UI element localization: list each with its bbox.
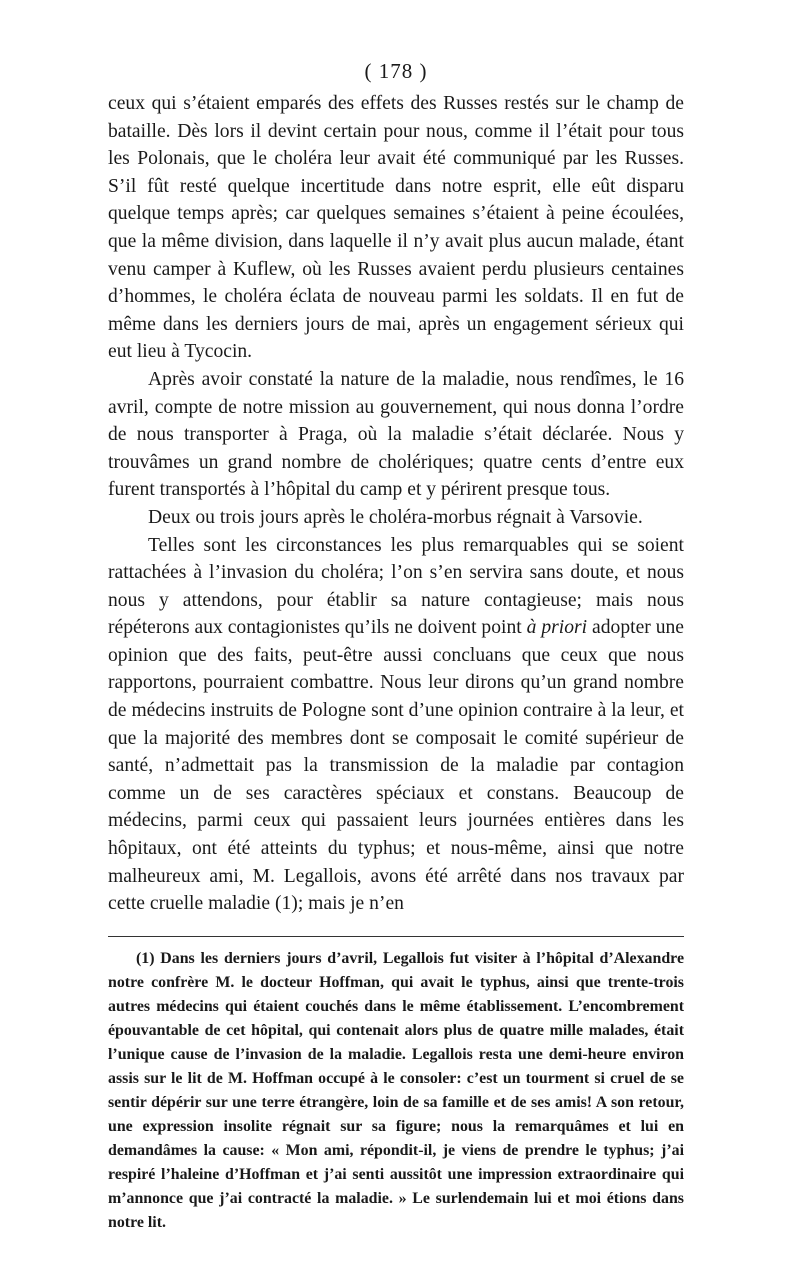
paragraph-circumstances <box>108 532 684 918</box>
footnote-divider <box>108 936 684 937</box>
page-number: ( 178 ) <box>364 59 428 83</box>
italic-a-priori: à priori <box>526 617 588 639</box>
paragraph-mission-report: Après avoir constaté la nature de la maladie, nous rendîmes, le 16 avril, compte de notre mission au gouvernement, qui nous donna l’ordre de nous transporter à Praga, où la maladie s’était déclarée. Nous y trouvâmes un grand nombre de cholériques; quatre cents d’entre eux furent transportés à l’hôpital du camp et y périrent presque tous. <box>108 368 684 501</box>
footnote <box>108 947 684 1235</box>
paragraph-circumstances-end: adopter une opinion que des faits, peut-être aussi concluans que ceux que nous rapportons, pourraient combattre. Nous leur dirons qu’un grand nombre de médecins instruits de Pologne sont d’une opinion contraire à la leur, et que la majorité des membres dont se composait le comité supérieur de santé, n’admettait pas la transmission de la maladie par contagion comme un de ses caractères spéciaux et constans. Beaucoup de médecins, parmi ceux qui passaient leurs journées entières dans les hôpitaux, ont été atteints du typhus; et nous-même, ainsi que notre malheureux ami, M. Legallois, avons été arrêté dans nos travaux par cette cruelle maladie (1); mais je n’en <box>108 617 685 915</box>
paragraph-varsovie: Deux ou trois jours après le choléra-morbus régnait à Varsovie. <box>148 506 643 528</box>
paragraph-circumstances-start: Telles sont les circonstances les plus remarquables qui se soient rattachées à l’invasion du choléra; l’on s’en servira sans doute, et nous nous y attendons, pour établir sa nature contagieuse; mais nous répéterons aux contagionistes qu’ils ne doivent point <box>108 534 684 639</box>
footnote-text: (1) Dans les derniers jours d’avril, Legallois fut visiter à l’hôpital d’Alexandre notre confrère M. le docteur Hoffman, qui avait le typhus, ainsi que trente-trois autres médecins qui étaient couchés dans le même établissement. L’encombrement épouvantable de cet hôpital, qui contenait alors plus de quatre mille malades, était l’unique cause de l’invasion de la maladie. Legallois resta une demi-heure environ assis sur le lit de M. Hoffman occupé à le consoler: c’est un tourment si cruel de se sentir dépérir sur une terre étrangère, loin de sa famille et de ses amis! A son retour, une expression insolite régnait sur sa figure; nous la remarquâmes et lui en demandâmes la cause: « Mon ami, répondit-il, je viens de prendre le typhus; j’ai respiré l’haleine d’Hoffman et j’ai senti aussitôt une impression extraordinaire qui m’annonce que j’ai contracté la maladie. » Le surlendemain lui et moi étions dans notre lit. <box>108 949 684 1231</box>
main-text <box>108 90 684 918</box>
book-page <box>108 58 684 1235</box>
paragraph-continuation: ceux qui s’étaient emparés des effets des Russes restés sur le champ de bataille. Dès lors il devint certain pour nous, comme il l’était pour tous les Polonais, que le choléra leur avait été communiqué par les Russes. S’il fût resté quelque incertitude dans notre esprit, elle eût disparu quelque temps après; car quelques semaines s’étaient à peine écoulées, que la même division, dans laquelle il n’y avait plus aucun malade, étant venu camper à Kuflew, où les Russes avaient perdu plusieurs centaines d’hommes, le choléra éclata de nouveau parmi les soldats. Il en fut de même dans les derniers jours de mai, après un engagement sérieux qui eut lieu à Tycocin. <box>108 93 684 363</box>
